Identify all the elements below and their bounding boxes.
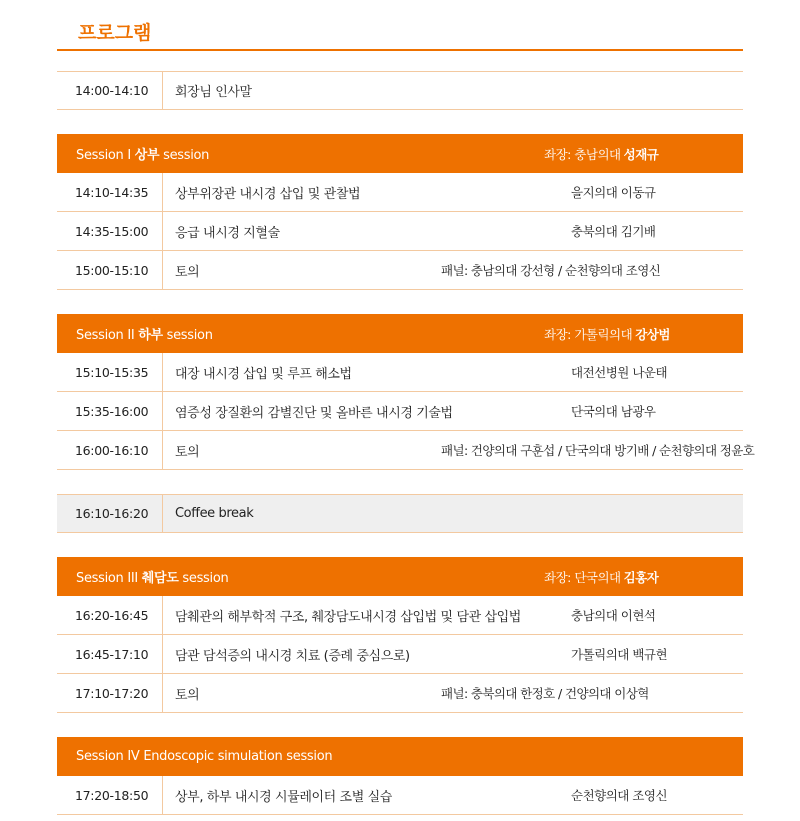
speaker-cell: 대전선병원 나운태: [571, 365, 668, 380]
topic-cell: 회장님 인사말: [175, 85, 252, 100]
session-4: [57, 737, 743, 815]
session-3: [57, 557, 743, 713]
topic-cell: 응급 내시경 지혈술: [175, 225, 280, 241]
panel-cell: 패널: 충남의대 강선형 / 순천향의대 조영신: [441, 263, 661, 278]
session-title: Session II 하부 session: [76, 328, 213, 343]
session-header: [57, 557, 743, 596]
topic-cell: 대장 내시경 삽입 및 루프 해소법: [175, 366, 352, 382]
panel-cell: 패널: 건양의대 구훈섭 / 단국의대 방기배 / 순천향의대 정윤호: [441, 443, 755, 458]
session-header: [57, 737, 743, 776]
topic-cell: Coffee break: [175, 506, 254, 521]
time-cell: 17:10-17:20: [57, 674, 163, 712]
topic-cell: 토의: [175, 264, 200, 280]
table-row: [57, 392, 743, 431]
speaker-cell: 을지의대 이동규: [571, 185, 656, 200]
chair-info: 좌장: 단국의대 김홍자: [544, 569, 659, 585]
time-cell: 14:10-14:35: [57, 173, 163, 211]
table-row: [57, 173, 743, 212]
speaker-cell: 가톨릭의대 백규현: [571, 647, 668, 662]
session-title: Session I 상부 session: [76, 148, 210, 163]
time-cell: 14:00-14:10: [57, 72, 163, 109]
session-2: [57, 314, 755, 470]
session-header: [57, 134, 743, 173]
coffee-block: [57, 494, 743, 533]
table-row: [57, 674, 743, 713]
time-cell: 15:00-15:10: [57, 251, 163, 289]
topic-cell: 담관 담석증의 내시경 치료 (증례 중심으로): [175, 648, 410, 664]
time-cell: 17:20-18:50: [57, 776, 163, 814]
topic-cell: 토의: [175, 687, 200, 703]
time-cell: 16:45-17:10: [57, 635, 163, 673]
table-row: [57, 353, 743, 392]
session-header: [57, 314, 743, 353]
chair-info: 좌장: 충남의대 성재규: [544, 146, 659, 162]
time-cell: 15:10-15:35: [57, 353, 163, 391]
opening-block: [57, 71, 743, 110]
page-title: 프로그램: [78, 22, 152, 44]
speaker-cell: 순천향의대 조영신: [571, 788, 668, 803]
table-row: [57, 596, 743, 635]
session-1: [57, 134, 743, 290]
table-row: [57, 635, 743, 674]
time-cell: 14:35-15:00: [57, 212, 163, 250]
table-row: [57, 251, 743, 290]
speaker-cell: 충남의대 이현석: [571, 608, 656, 623]
topic-cell: 담췌관의 해부학적 구조, 췌장담도내시경 삽입법 및 담관 삽입법: [175, 609, 521, 625]
table-row: [57, 494, 743, 533]
table-row: [57, 776, 743, 815]
table-row: [57, 431, 755, 470]
session-title: Session III 췌담도 session: [76, 571, 229, 586]
topic-cell: 염증성 장질환의 감별진단 및 올바른 내시경 기술법: [175, 405, 453, 421]
table-row: [57, 212, 743, 251]
topic-cell: 토의: [175, 444, 200, 460]
speaker-cell: 충북의대 김기배: [571, 224, 656, 239]
title-divider: [57, 49, 743, 51]
topic-cell: 상부, 하부 내시경 시뮬레이터 조별 실습: [175, 789, 392, 805]
panel-cell: 패널: 충북의대 한정호 / 건양의대 이상혁: [441, 686, 649, 701]
speaker-cell: 단국의대 남광우: [571, 404, 656, 419]
time-cell: 16:10-16:20: [57, 495, 163, 532]
session-title: Session IV Endoscopic simulation session: [76, 749, 333, 764]
chair-info: 좌장: 가톨릭의대 강상범: [544, 326, 670, 342]
time-cell: 16:20-16:45: [57, 596, 163, 634]
time-cell: 16:00-16:10: [57, 431, 163, 469]
table-row: [57, 71, 743, 110]
topic-cell: 상부위장관 내시경 삽입 및 관찰법: [175, 186, 361, 202]
time-cell: 15:35-16:00: [57, 392, 163, 430]
